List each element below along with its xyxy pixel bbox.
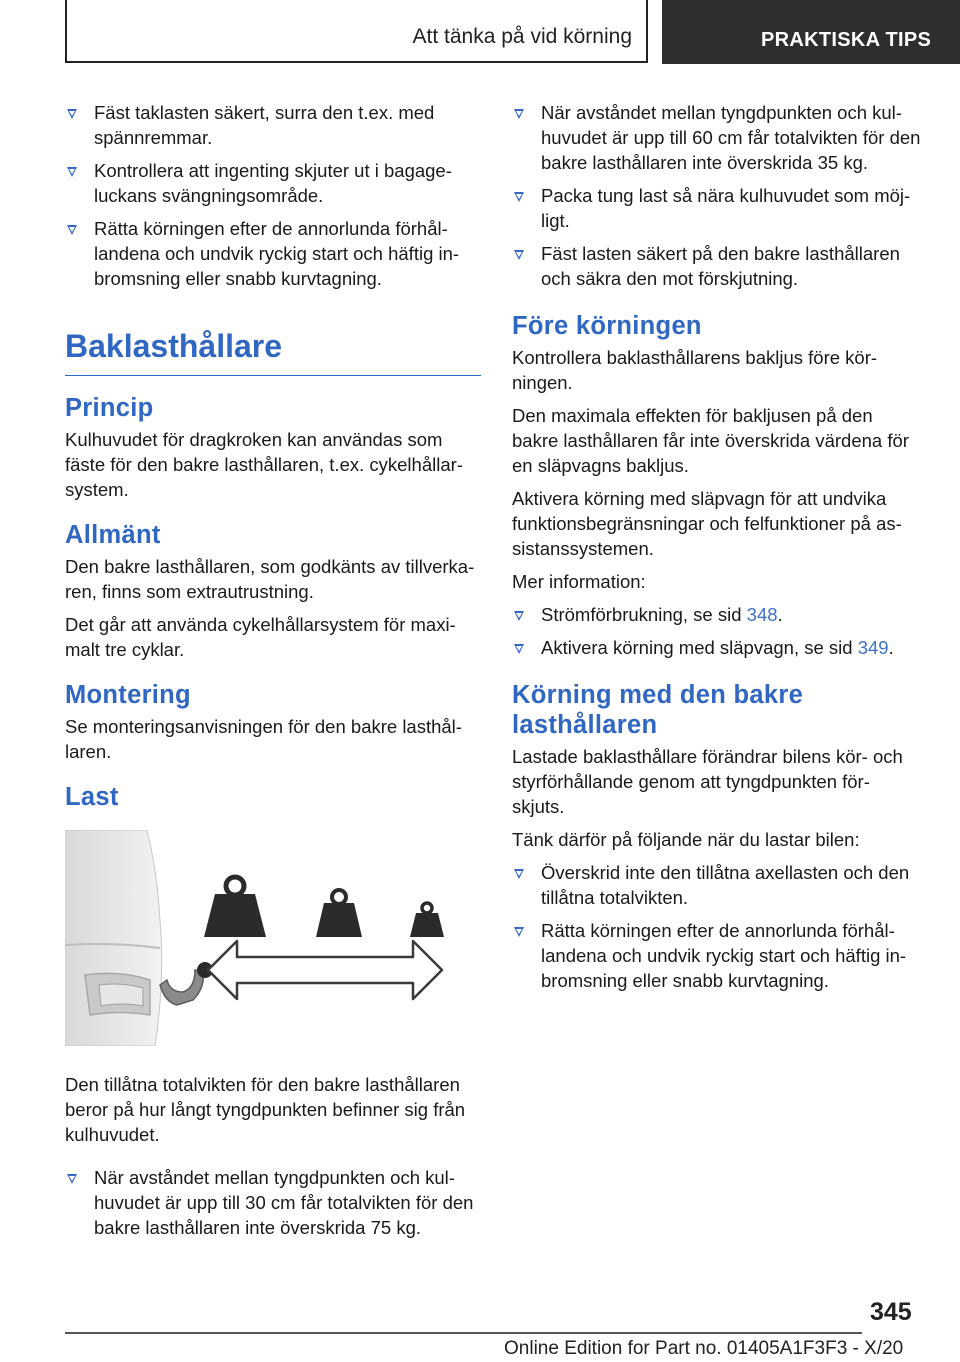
korning-text-1: Lastade baklasthållare förändrar bilens kör- och styrförhållande genom att tyngdpunkten för-skjuts.	[512, 746, 903, 817]
list-item: Rätta körningen efter de annorlunda förhål-landena och undvik ryckig start och häftig in-bromsning eller snabb kurvtagning.	[512, 918, 922, 993]
triangle-bullet-icon	[514, 927, 524, 937]
list-item: Kontrollera att ingenting skjuter ut i bagage-luckans svängningsområde.	[65, 158, 481, 208]
last-bullet-list	[65, 1165, 481, 1240]
fore-text-3: Aktivera körning med släpvagn för att undvika funktionsbegränsningar och felfunktioner på as-sistanssystemen.	[512, 488, 902, 559]
list-item: Packa tung last så nära kulhuvudet som möj-ligt.	[512, 183, 922, 233]
princip-text: Kulhuvudet för dragkroken kan användas som fäste för den bakre lasthållaren, t.ex. cykelhållar-system.	[65, 429, 463, 500]
allmant-text-1: Den bakre lasthållaren, som godkänts av tillverka-ren, finns som extrautrustning.	[65, 556, 475, 602]
main-heading: Baklasthållare	[65, 328, 481, 376]
montering-heading: Montering	[65, 681, 191, 709]
fore-text-1: Kontrollera baklasthållarens bakljus före kör-ningen.	[512, 347, 878, 393]
princip-heading: Princip	[65, 394, 154, 422]
footer-divider	[65, 1332, 862, 1334]
last-caption: Den tillåtna totalvikten för den bakre lasthållaren beror på hur långt tyngdpunkten befinner sig från kulhuvudet.	[65, 1074, 466, 1145]
right-column	[512, 100, 922, 1001]
triangle-bullet-icon	[67, 109, 77, 119]
list-item: Aktivera körning med släpvagn, se sid 349.	[512, 635, 922, 660]
triangle-bullet-icon	[514, 250, 524, 260]
triangle-bullet-icon	[67, 225, 77, 235]
tow-hook-shape	[160, 970, 203, 1005]
page-number: 345	[870, 1298, 912, 1326]
korning-text-2: Tänk därför på följande när du lastar bilen:	[512, 829, 860, 850]
triangle-bullet-icon	[514, 109, 524, 119]
page-link-349[interactable]: 349	[857, 637, 889, 658]
list-item: Rätta körningen efter de annorlunda förhål-landena och undvik ryckig start och häftig in-bromsning eller snabb kurvtagning.	[65, 216, 481, 291]
montering-text: Se monteringsanvisningen för den bakre lasthål-laren.	[65, 716, 462, 762]
triangle-bullet-icon	[67, 1174, 77, 1184]
allmant-text-2: Det går att använda cykelhållarsystem för maxi-malt tre cyklar.	[65, 614, 456, 660]
header-section-title	[65, 0, 648, 63]
list-item: Överskrid inte den tillåtna axellasten och den tillåtna totalvikten.	[512, 860, 922, 910]
chapter-title: PRAKTISKA TIPS	[761, 29, 932, 51]
distance-arrow-icon	[208, 941, 442, 999]
fore-text-2: Den maximala effekten för bakljusen på den bakre lasthållaren får inte överskrida värdena för en släpvagns bakljus.	[512, 405, 909, 476]
list-item: När avståndet mellan tyngdpunkten och kul-huvudet är upp till 60 cm får totalvikten för den bakre lasthållaren inte överskrida 35 kg.	[512, 100, 922, 175]
korning-heading: Körning med den bakre lasthållaren	[512, 681, 804, 739]
list-item: Fäst taklasten säkert, surra den t.ex. med spännremmar.	[65, 100, 481, 150]
section-title: Att tänka på vid körning	[412, 25, 632, 48]
rear-carrier-load-illustration	[65, 830, 481, 1046]
footer-edition: Online Edition for Part no. 01405A1F3F3 - X/20	[504, 1338, 904, 1359]
left-column	[65, 100, 481, 1248]
weight-small-icon	[410, 903, 444, 937]
intro-bullet-list	[65, 100, 481, 291]
triangle-bullet-icon	[514, 192, 524, 202]
list-item: När avståndet mellan tyngdpunkten och kul-huvudet är upp till 30 cm får totalvikten för den bakre lasthållaren inte överskrida 75 kg.	[65, 1165, 481, 1240]
list-item: Fäst lasten säkert på den bakre lasthållaren och säkra den mot förskjutning.	[512, 241, 922, 291]
fore-text-4: Mer information:	[512, 571, 646, 592]
weight-large-icon	[204, 877, 266, 937]
korning-bullet-list	[512, 860, 922, 993]
fore-heading: Före körningen	[512, 312, 702, 340]
last-heading: Last	[65, 783, 119, 811]
list-item: Strömförbrukning, se sid 348.	[512, 602, 922, 627]
triangle-bullet-icon	[67, 167, 77, 177]
header-chapter-tab	[662, 0, 960, 64]
allmant-heading: Allmänt	[65, 521, 161, 549]
page-link-348[interactable]: 348	[746, 604, 778, 625]
triangle-bullet-icon	[514, 644, 524, 654]
weight-medium-icon	[316, 890, 362, 937]
load-bullet-list	[512, 100, 922, 291]
more-info-list	[512, 602, 922, 660]
triangle-bullet-icon	[514, 869, 524, 879]
triangle-bullet-icon	[514, 611, 524, 621]
